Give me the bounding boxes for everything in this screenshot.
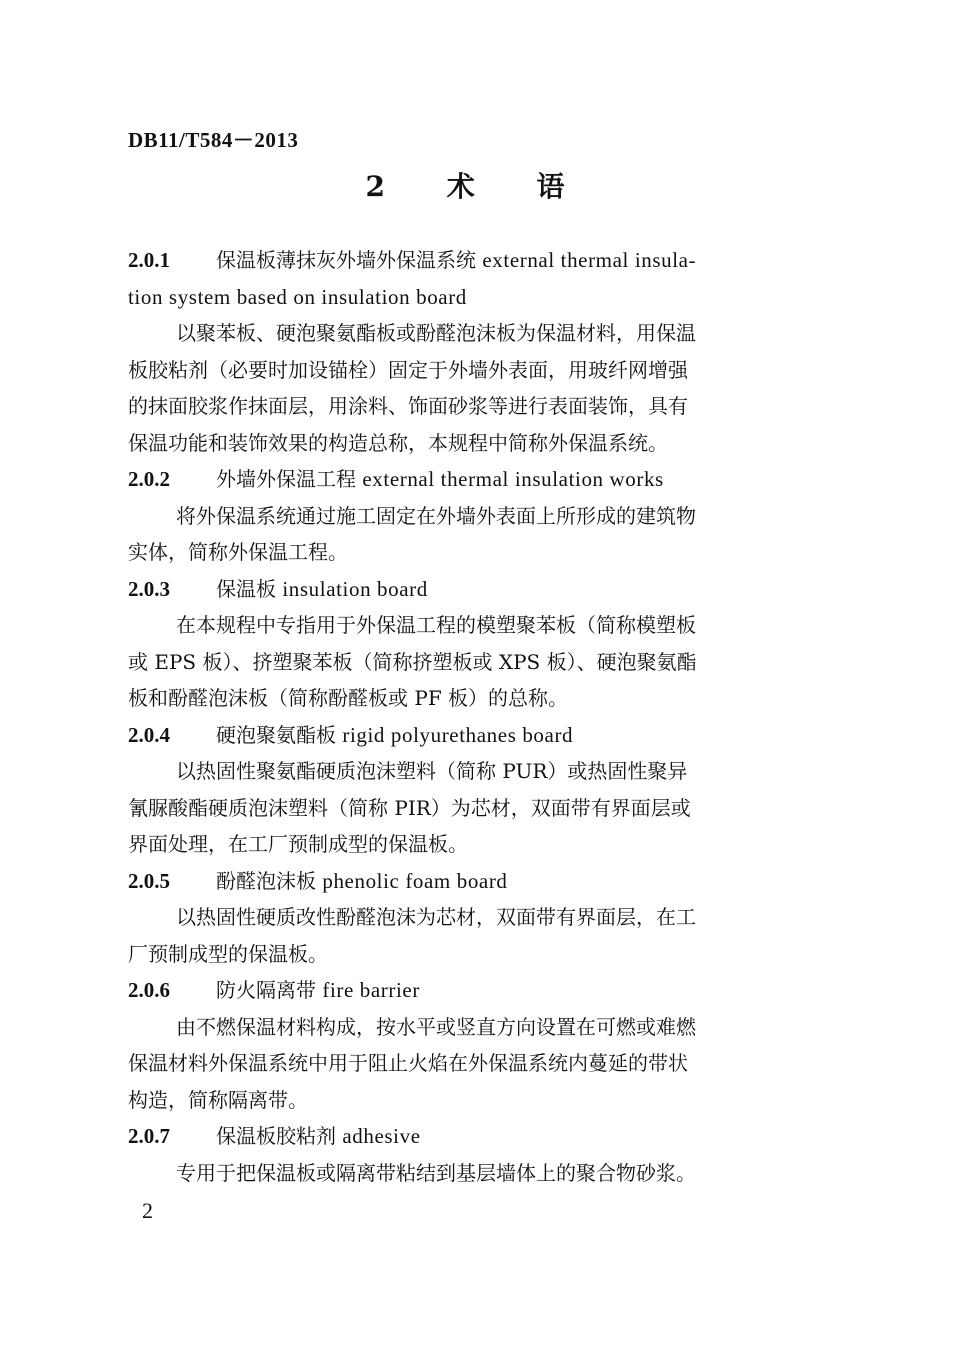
entry-heading [128, 717, 832, 754]
definition-line: 以热固性聚氨酯硬质泡沫塑料（简称 PUR）或热固性聚异 [176, 759, 688, 783]
definition-line: 将外保温系统通过施工固定在外墙外表面上所形成的建筑物 [176, 503, 696, 528]
chapter-title: 2 术 语 [365, 170, 591, 203]
term-chinese: 保温板 [216, 576, 276, 601]
definition-line: 以聚苯板、硬泡聚氨酯板或酚醛泡沫板为保温材料，用保温 [176, 321, 696, 345]
term-chinese: 硬泡聚氨酯板 [216, 722, 336, 747]
term-english-continued: tion system based on insulation board [128, 284, 467, 309]
entry-number: 2.0.4 [128, 722, 170, 747]
page-number: 2 [142, 1198, 153, 1223]
terms-section [128, 242, 832, 1191]
definition-line: 构造，简称隔离带。 [128, 1087, 308, 1112]
term-entry [128, 1118, 832, 1191]
entry-number: 2.0.3 [128, 576, 170, 601]
definition-line: 的抹面胶浆作抹面层，用涂料、饰面砂浆等进行表面装饰，具有 [128, 394, 688, 418]
definition-line: 保温材料外保温系统中用于阻止火焰在外保温系统内蔓延的带状 [128, 1051, 688, 1075]
definition-line: 或 EPS 板）、挤塑聚苯板（简称挤塑板或 XPS 板）、硬泡聚氨酯 [128, 649, 697, 674]
definition-line: 保温功能和装饰效果的构造总称，本规程中简称外保温系统。 [128, 430, 668, 455]
term-english: external thermal insula- [482, 248, 697, 272]
definition-line: 实体，简称外保温工程。 [128, 540, 348, 564]
term-chinese: 外墙外保温工程 [216, 467, 356, 491]
definition-line: 厂预制成型的保温板。 [128, 941, 328, 966]
entry-number: 2.0.5 [128, 868, 170, 893]
term-entry [128, 461, 832, 571]
entry-heading [128, 461, 832, 498]
term-chinese: 酚醛泡沫板 [216, 868, 316, 893]
definition-line: 专用于把保温板或隔离带粘结到基层墙体上的聚合物砂浆。 [176, 1160, 696, 1185]
entry-heading [128, 1118, 832, 1155]
entry-heading [128, 863, 832, 900]
term-english: phenolic foam board [322, 868, 508, 893]
term-chinese: 保温板薄抹灰外墙外保温系统 [216, 248, 476, 272]
term-chinese: 防火隔离带 [216, 978, 316, 1002]
definition-line: 以热固性硬质改性酚醛泡沫为芯材，双面带有界面层，在工 [176, 905, 696, 929]
document-code: DB11/T584－2013 [128, 128, 299, 152]
entry-heading-continuation [128, 279, 832, 316]
entry-heading [128, 571, 832, 608]
entry-number: 2.0.2 [128, 467, 170, 491]
term-entry [128, 972, 832, 1118]
term-english: rigid polyurethanes board [342, 722, 574, 747]
term-chinese: 保温板胶粘剂 [216, 1124, 336, 1148]
entry-heading [128, 242, 832, 279]
definition-line: 在本规程中专指用于外保温工程的模塑聚苯板（简称模塑板 [176, 613, 696, 637]
definition-line: 由不燃保温材料构成，按水平或竖直方向设置在可燃或难燃 [176, 1014, 696, 1039]
definition-line: 板和酚醛泡沫板（简称酚醛板或 PF 板）的总称。 [128, 686, 569, 710]
term-english: insulation board [282, 576, 428, 601]
definition-line: 界面处理，在工厂预制成型的保温板。 [128, 832, 468, 856]
entry-number: 2.0.1 [128, 248, 170, 272]
term-english: adhesive [342, 1124, 421, 1148]
term-english: external thermal insulation works [362, 467, 664, 491]
definition-line: 氰脲酸酯硬质泡沫塑料（简称 PIR）为芯材，双面带有界面层或 [128, 795, 691, 820]
term-entry [128, 571, 832, 717]
entry-heading [128, 972, 832, 1009]
entry-number: 2.0.6 [128, 978, 170, 1002]
definition-line: 板胶粘剂（必要时加设锚栓）固定于外墙外表面，用玻纤网增强 [128, 357, 688, 382]
entry-number: 2.0.7 [128, 1124, 170, 1148]
term-entry [128, 717, 832, 863]
term-entry [128, 242, 832, 461]
term-entry [128, 863, 832, 973]
term-english: fire barrier [322, 978, 420, 1002]
